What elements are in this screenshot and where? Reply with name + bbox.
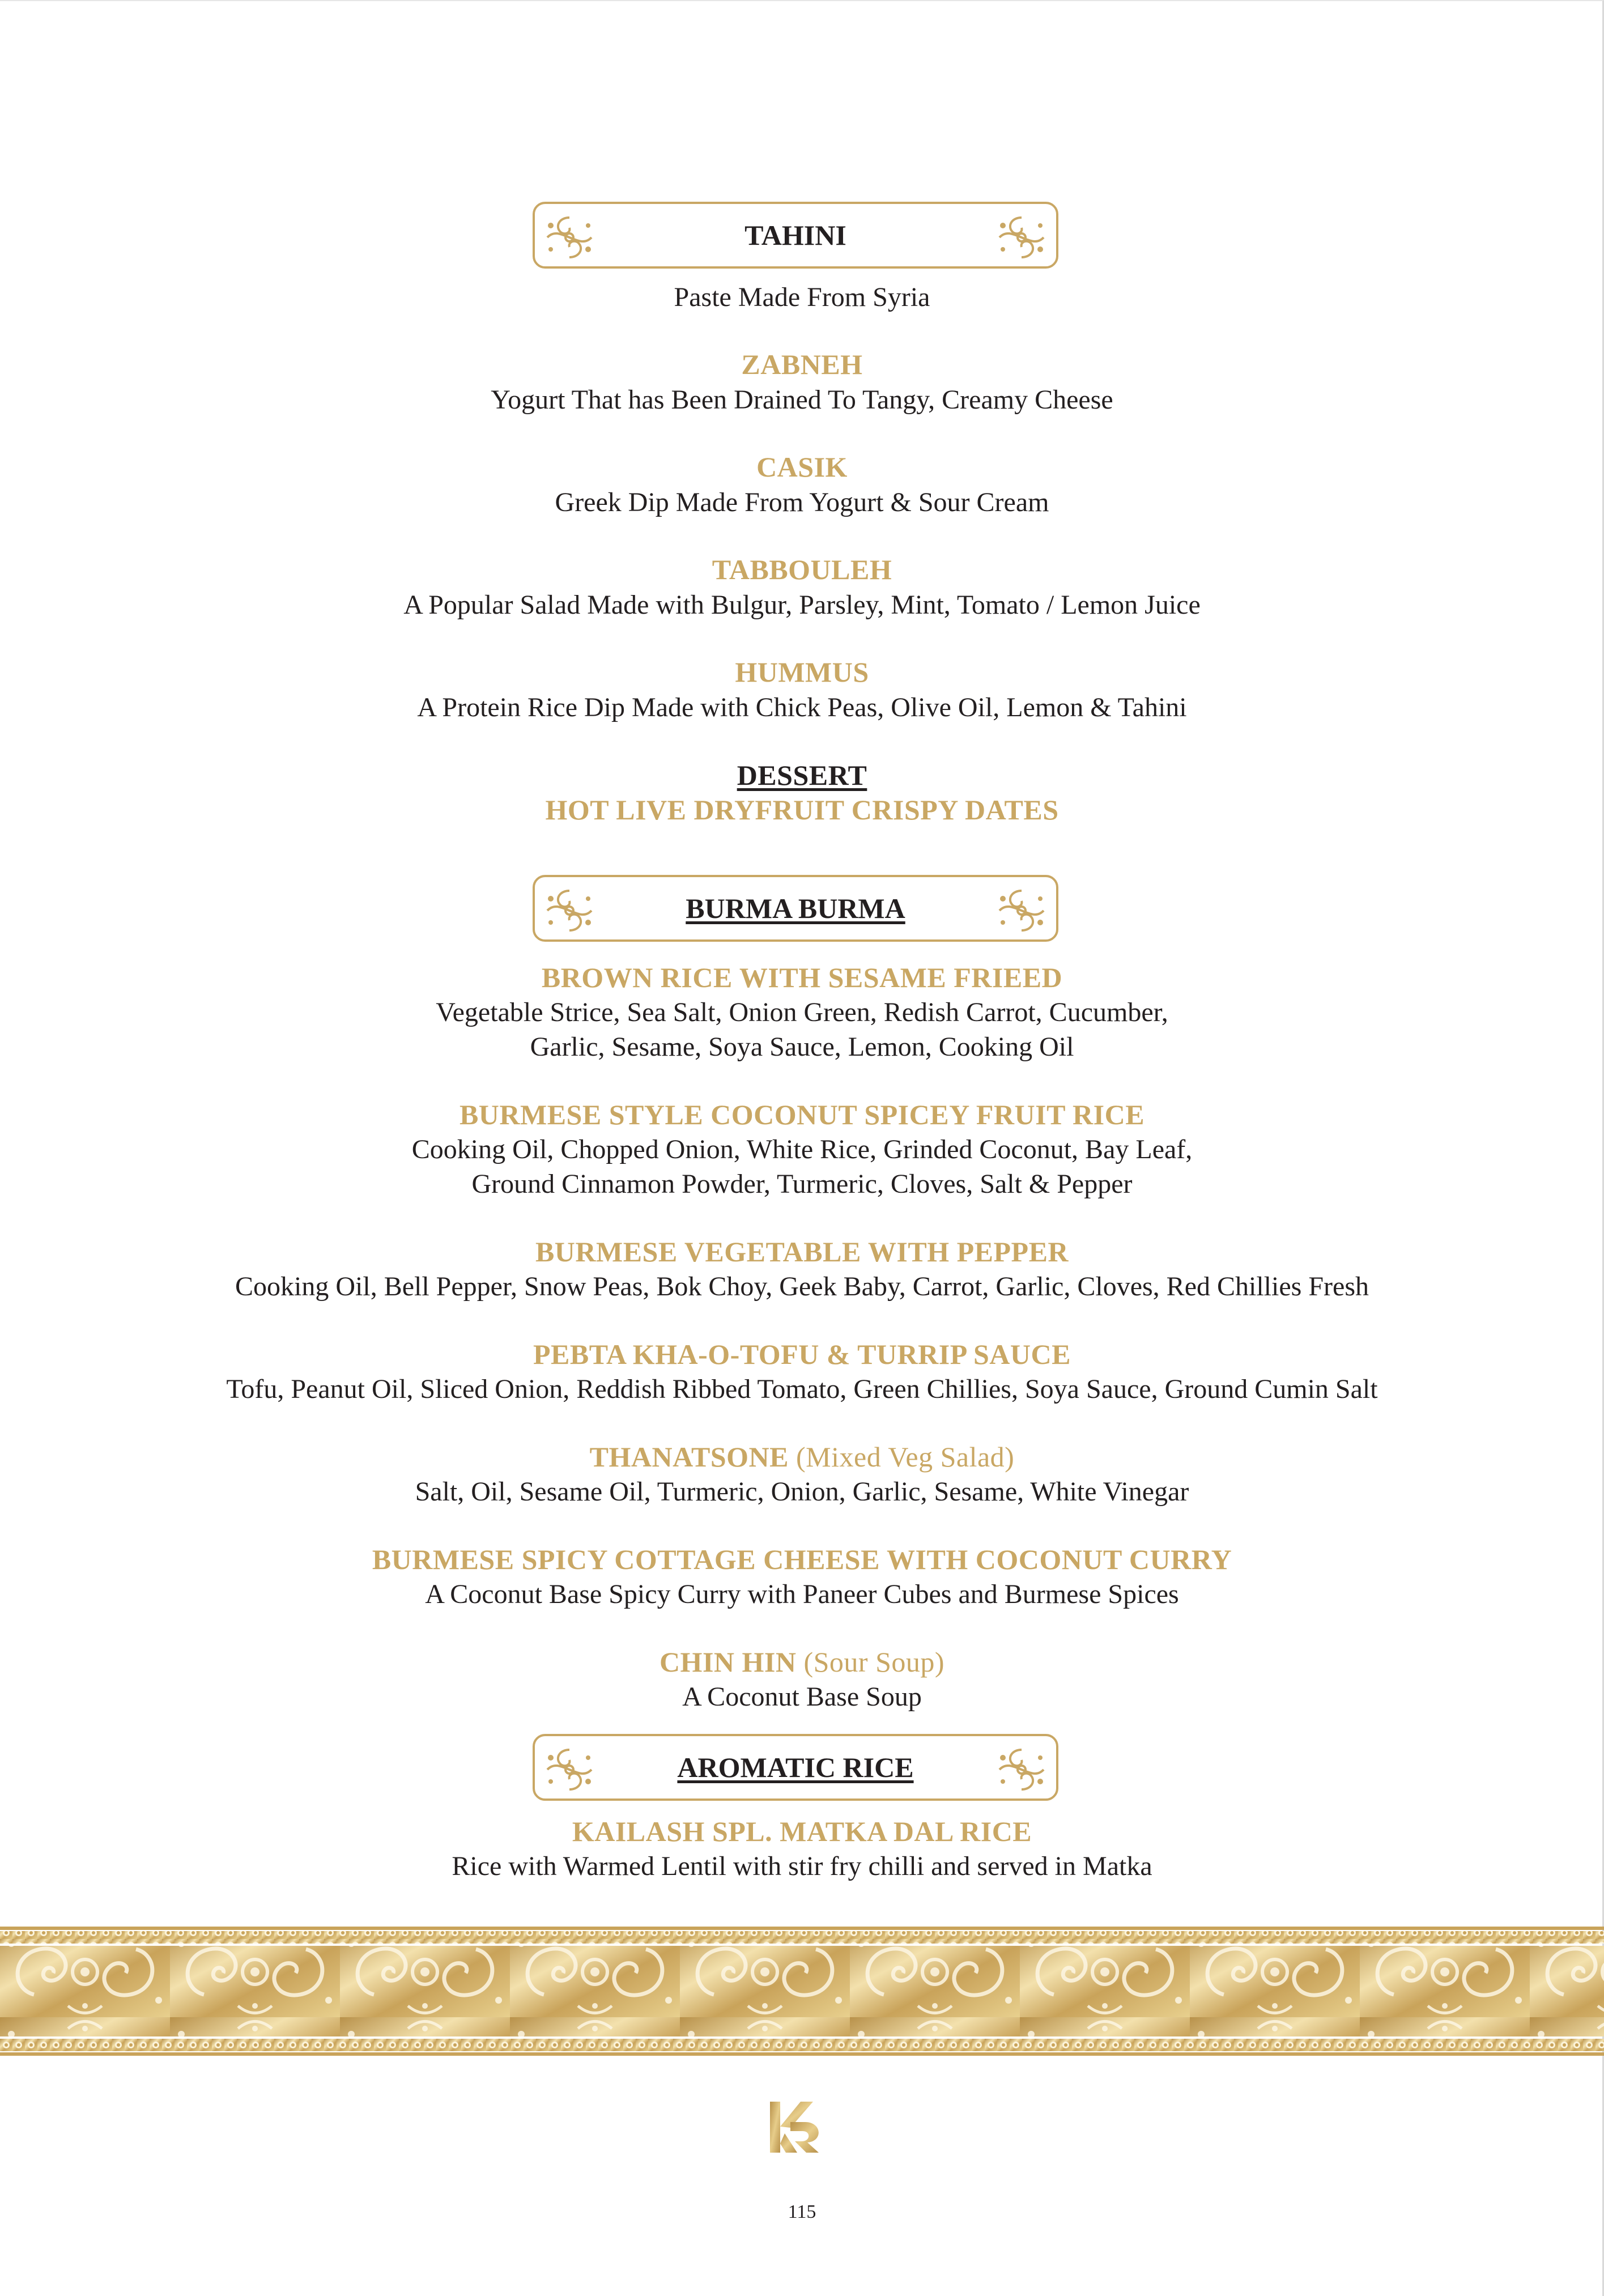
section-header-label: BURMA BURMA bbox=[686, 892, 905, 924]
item-title: THANATSONE bbox=[589, 1441, 789, 1473]
item-subtitle: (Sour Soup) bbox=[803, 1646, 945, 1678]
flourish-icon bbox=[995, 886, 1048, 935]
item-subtitle: (Mixed Veg Salad) bbox=[796, 1441, 1015, 1473]
flourish-icon bbox=[995, 213, 1048, 262]
kr-logo bbox=[768, 2099, 831, 2155]
item-title: CHIN HIN bbox=[659, 1646, 797, 1678]
item-description: Garlic, Sesame, Soya Sauce, Lemon, Cooking Oil bbox=[530, 1032, 1074, 1062]
item-title: CASIK bbox=[756, 451, 848, 483]
item-description: Vegetable Strice, Sea Salt, Onion Green, Redish Carrot, Cucumber, bbox=[436, 997, 1168, 1027]
item-description: Yogurt That has Been Drained To Tangy, Creamy Cheese bbox=[491, 385, 1113, 415]
item-title: BURMESE STYLE COCONUT SPICEY FRUIT RICE bbox=[459, 1099, 1145, 1130]
item-title: ZABNEH bbox=[741, 348, 863, 380]
item-description: Paste Made From Syria bbox=[674, 282, 930, 312]
item-description: Ground Cinnamon Powder, Turmeric, Cloves, Salt & Pepper bbox=[471, 1169, 1133, 1199]
item-description: Tofu, Peanut Oil, Sliced Onion, Reddish Ribbed Tomato, Green Chillies, Soya Sauce, Ground Cumin Salt bbox=[226, 1374, 1378, 1404]
item-description: Greek Dip Made From Yogurt & Sour Cream bbox=[555, 487, 1049, 517]
page-number: 115 bbox=[788, 2201, 816, 2222]
dessert-label: DESSERT bbox=[737, 759, 867, 791]
item-description: Salt, Oil, Sesame Oil, Turmeric, Onion, Garlic, Sesame, White Vinegar bbox=[415, 1477, 1189, 1507]
item-title: BROWN RICE WITH SESAME FRIEED bbox=[541, 962, 1063, 993]
item-title-with-subtitle bbox=[0, 1645, 1604, 1679]
item-title: BURMESE VEGETABLE WITH PEPPER bbox=[535, 1236, 1069, 1268]
section-header-label: AROMATIC RICE bbox=[677, 1751, 914, 1783]
item-title: KAILASH SPL. MATKA DAL RICE bbox=[572, 1815, 1032, 1847]
item-description: Cooking Oil, Chopped Onion, White Rice, Grinded Coconut, Bay Leaf, bbox=[411, 1134, 1193, 1164]
gold-paisley-border bbox=[0, 1927, 1604, 2056]
item-title: TABBOULEH bbox=[712, 554, 892, 585]
item-description: A Popular Salad Made with Bulgur, Parsley, Mint, Tomato / Lemon Juice bbox=[403, 590, 1201, 620]
section-header-burma bbox=[533, 875, 1058, 942]
item-description: A Coconut Base Spicy Curry with Paneer Cubes and Burmese Spices bbox=[425, 1579, 1179, 1609]
item-title: HOT LIVE DRYFRUIT CRISPY DATES bbox=[545, 794, 1059, 826]
section-header-label: TAHINI bbox=[744, 219, 846, 251]
section-header-tahini bbox=[533, 202, 1058, 269]
item-title: PEBTA KHA-O-TOFU & TURRIP SAUCE bbox=[533, 1338, 1071, 1370]
item-description: A Protein Rice Dip Made with Chick Peas, Olive Oil, Lemon & Tahini bbox=[417, 692, 1187, 722]
item-title-with-subtitle bbox=[0, 1440, 1604, 1474]
item-title: BURMESE SPICY COTTAGE CHEESE WITH COCONUT CURRY bbox=[372, 1544, 1232, 1575]
section-header-aromatic bbox=[533, 1734, 1058, 1801]
item-description: Rice with Warmed Lentil with stir fry chilli and served in Matka bbox=[452, 1851, 1152, 1881]
flourish-icon bbox=[995, 1745, 1048, 1794]
item-title: HUMMUS bbox=[735, 656, 869, 688]
item-description: Cooking Oil, Bell Pepper, Snow Peas, Bok Choy, Geek Baby, Carrot, Garlic, Cloves, Red Chillies Fresh bbox=[235, 1272, 1369, 1302]
item-description: A Coconut Base Soup bbox=[682, 1682, 922, 1712]
